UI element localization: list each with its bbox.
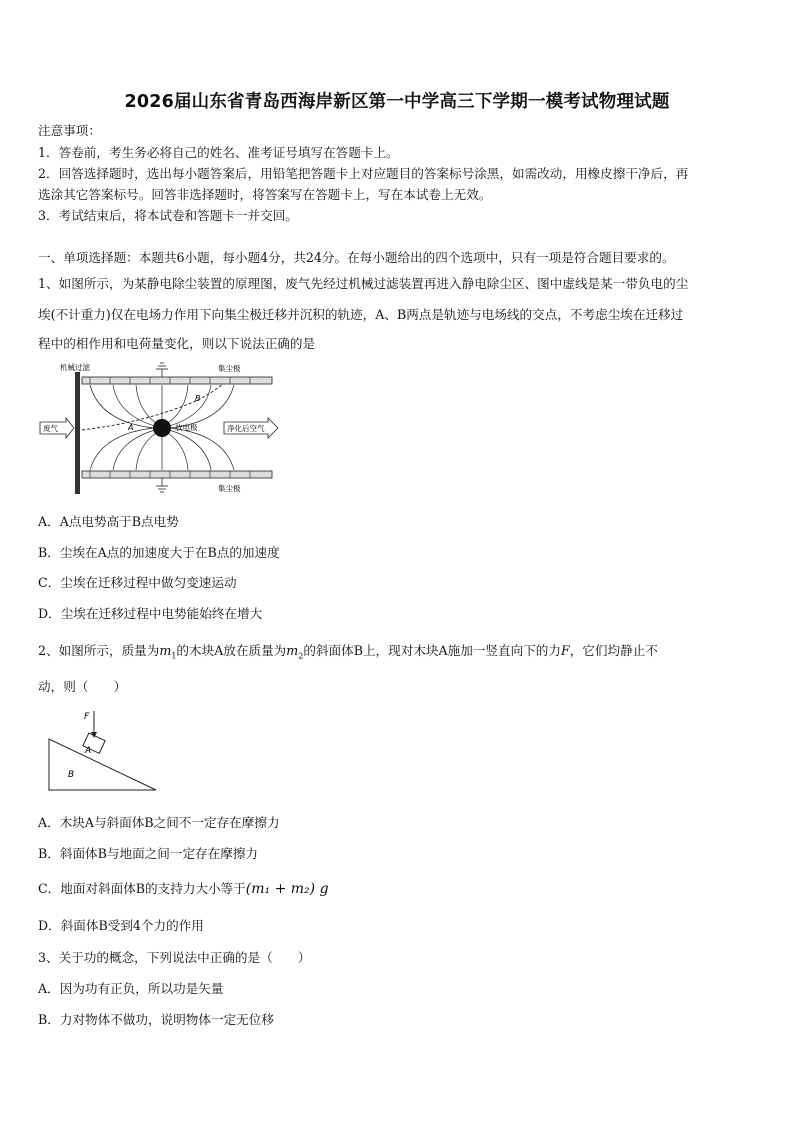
question-1-stem: 程中的相作用和电荷量变化，则以下说法正确的是 [38, 336, 316, 351]
notice-item: 选涂其它答案标号。回答非选择题时，将答案写在答题卡上，写在本试卷上无效。 [38, 187, 492, 202]
point-a-label: A [128, 423, 134, 432]
force-label: F [84, 712, 90, 722]
inlet-label: 废气 [43, 424, 58, 433]
option-c: C．尘埃在迁移过程中做匀变速运动 [38, 575, 237, 590]
option-a: A．因为功有正负，所以功是矢量 [38, 981, 224, 996]
notice-heading: 注意事项： [38, 123, 101, 138]
bottom-plate-label: 集尘极 [218, 484, 241, 493]
notice-item: 3．考试结束后，将本试卷和答题卡一并交回。 [38, 208, 298, 223]
option-b: B．力对物体不做功，说明物体一定无位移 [38, 1012, 274, 1027]
section-heading: 一、单项选择题：本题共6小题，每小题4分，共24分。在每小题给出的四个选项中，只有一项是符合题目要求的。 [38, 250, 675, 265]
question-2-stem: 2、如图所示，质量为$m_1$的木块A放在质量为$m_2$的斜面体B上，现对木块A施加一竖直向下的力F，它们均静止不 [38, 643, 658, 661]
electrode-label: 放电极 [175, 423, 198, 432]
question-1-stem: 1、如图所示，为某静电除尘装置的原理图，废气先经过机械过滤装置再进入静电除尘区、图中虚线是某一带负电的尘 [38, 276, 689, 291]
option-a: A．A点电势高于B点电势 [38, 514, 179, 529]
question-1-stem: 埃(不计重力)仅在电场力作用下向集尘极迁移并沉积的轨迹，A、B两点是轨迹与电场线的交点，不考虑尘埃在迁移过 [38, 307, 684, 322]
option-d: D．斜面体B受到4个力的作用 [38, 918, 204, 933]
question-2-stem: 动，则（ ） [38, 679, 127, 694]
point-b-label: B [195, 394, 201, 403]
top-plate-label: 集尘极 [218, 364, 241, 373]
electrostatic-precipitator-figure [38, 360, 288, 498]
option-c: C．地面对斜面体B的支持力大小等于(m₁ + m₂) g [38, 881, 329, 897]
filter-label: 机械过滤 [60, 363, 90, 372]
support-force-formula: (m₁ + m₂) g [245, 881, 329, 897]
option-d: D．尘埃在迁移过程中电势能始终在增大 [38, 606, 263, 621]
block-a-label: A [85, 746, 92, 756]
question-3-stem: 3、关于功的概念，下列说法中正确的是（ ） [38, 950, 311, 965]
wedge-b-label: B [68, 770, 75, 780]
option-b: B．尘埃在A点的加速度大于在B点的加速度 [38, 545, 280, 560]
option-a: A．木块A与斜面体B之间不一定存在摩擦力 [38, 815, 280, 830]
exam-title: 2026届山东省青岛西海岸新区第一中学高三下学期一模考试物理试题 [124, 92, 670, 112]
outlet-label: 净化后空气 [227, 424, 265, 433]
notice-item: 2．回答选择题时，选出每小题答案后，用铅笔把答题卡上对应题目的答案标号涂黑，如需改动，用橡皮擦干净后，再 [38, 166, 689, 181]
notice-item: 1．答卷前，考生务必将自己的姓名、准考证号填写在答题卡上。 [38, 145, 399, 160]
option-b: B．斜面体B与地面之间一定存在摩擦力 [38, 846, 259, 861]
incline-block-figure [46, 706, 161, 794]
